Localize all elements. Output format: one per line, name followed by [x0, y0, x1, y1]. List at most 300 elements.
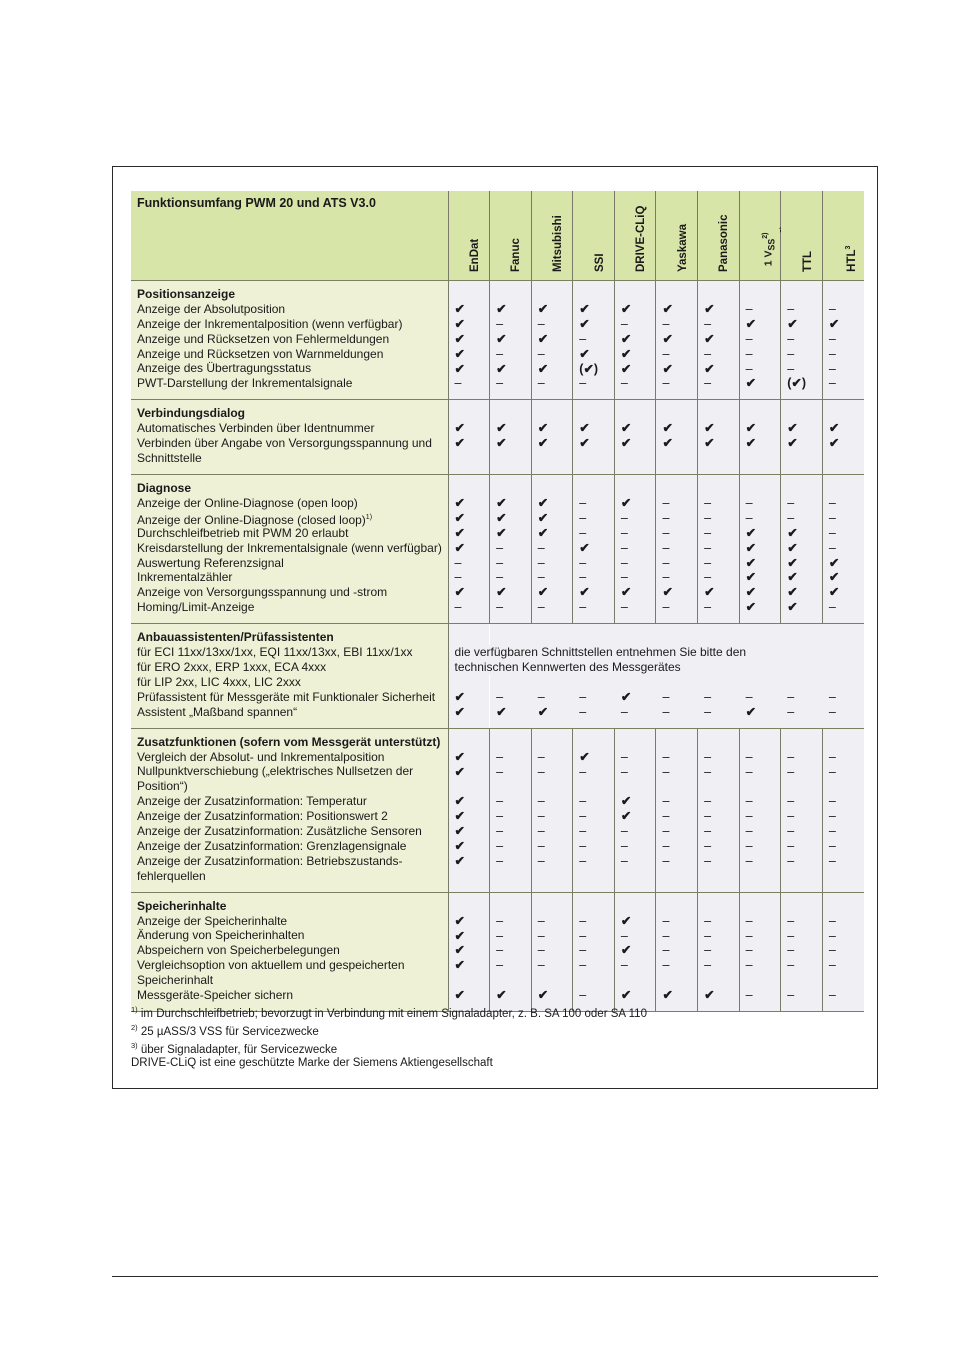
dash-mark: – [828, 331, 836, 346]
row-label: Anzeige der Zusatzinformation: Betriebszustands-fehlerquellen [137, 853, 403, 883]
dash-mark: – [537, 376, 545, 391]
dash-mark: – [828, 988, 836, 1003]
row-label: Vergleichsoption von aktuellem und gespeicherten Speicherinhalt [137, 958, 405, 988]
footer-rule [112, 1276, 878, 1277]
section-title: Zusatzfunktionen (sofern vom Messgerät unterstützt) [137, 734, 441, 749]
value-cell [531, 892, 573, 1011]
value-cell [698, 281, 740, 400]
dash-mark: – [662, 704, 670, 719]
check-mark: ✔ [787, 316, 798, 331]
check-mark: ✔ [704, 436, 715, 451]
dash-mark: – [537, 794, 545, 809]
dash-mark: – [745, 928, 753, 943]
check-mark: ✔ [787, 436, 798, 451]
check-mark: ✔ [828, 570, 840, 585]
dash-mark: – [828, 376, 836, 391]
value-cell [656, 281, 698, 400]
check-mark: ✔ [745, 555, 757, 570]
row-label: Messgeräte-Speicher sichern [137, 988, 294, 1003]
value-cell [614, 281, 656, 400]
dash-mark: – [662, 853, 670, 868]
check-mark: ✔ [620, 689, 632, 704]
dash-mark: – [745, 361, 753, 376]
column-header-ssi: SSI [573, 191, 615, 281]
check-mark: ✔ [496, 510, 507, 525]
dash-mark: – [787, 958, 795, 973]
value-cell [531, 624, 573, 728]
check-mark: ✔ [496, 421, 507, 436]
value-cell [822, 728, 864, 892]
check-mark: ✔ [454, 689, 465, 704]
check-mark: ✔ [828, 436, 840, 451]
dash-mark: – [828, 943, 836, 958]
table-section [131, 892, 864, 1011]
footnote-2: $^{2)}$ 25 µASS/3 VSS für Servicezwecke [131, 1022, 319, 1038]
value-cell [448, 892, 490, 1011]
dash-mark: – [454, 555, 462, 570]
dash-mark: – [787, 749, 795, 764]
dash-mark: – [787, 943, 795, 958]
row-label: Homing/Limit-Anzeige [137, 600, 255, 615]
check-mark: ✔ [454, 824, 465, 839]
check-mark: ✔ [787, 540, 798, 555]
check-mark: ✔ [662, 585, 673, 600]
dash-mark: – [662, 525, 670, 540]
check-mark: ✔ [620, 421, 632, 436]
dash-mark: – [662, 689, 670, 704]
dash-mark: – [496, 809, 504, 824]
value-cell [448, 624, 747, 728]
column-header-htl: HTL$^3$ [822, 191, 864, 281]
check-mark: ✔ [454, 704, 465, 719]
row-label: Anzeige der Online-Diagnose (closed loop)$^{1)}$ [137, 512, 373, 527]
dash-mark: – [496, 376, 504, 391]
dash-mark: – [745, 853, 753, 868]
dash-mark: – [496, 540, 504, 555]
dash-mark: – [704, 749, 712, 764]
dash-mark: – [496, 749, 504, 764]
check-mark: ✔ [704, 988, 715, 1003]
dash-mark: – [787, 496, 795, 511]
check-mark: ✔ [745, 316, 757, 331]
check-mark: ✔ [745, 540, 757, 555]
check-mark: ✔ [454, 809, 465, 824]
value-cell [614, 728, 656, 892]
dash-mark: – [704, 689, 712, 704]
dash-mark: – [537, 689, 545, 704]
check-mark: ✔ [537, 496, 549, 511]
value-cell [698, 624, 740, 728]
check-mark: ✔ [787, 585, 798, 600]
column-header-yaskawa: Yaskawa [656, 191, 698, 281]
function-table [131, 191, 864, 1012]
dash-mark: – [496, 943, 504, 958]
value-cell [573, 728, 615, 892]
dash-mark: – [496, 316, 504, 331]
value-cell [698, 728, 740, 892]
dash-mark: – [620, 749, 628, 764]
value-cell [822, 400, 864, 475]
dash-mark: – [662, 824, 670, 839]
dash-mark: – [537, 346, 545, 361]
dash-mark: – [662, 913, 670, 928]
dash-mark: – [454, 600, 462, 615]
check-mark: ✔ [496, 496, 507, 511]
value-cell [573, 475, 615, 624]
row-label: Anzeige und Rücksetzen von Warnmeldungen [137, 346, 384, 361]
dash-mark: – [579, 958, 587, 973]
row-label: Abspeichern von Speicherbelegungen [137, 943, 340, 958]
dash-mark: – [662, 764, 670, 779]
value-cell [781, 281, 823, 400]
value-cell [614, 475, 656, 624]
dash-mark: – [579, 600, 587, 615]
dash-mark: – [496, 824, 504, 839]
value-cell [656, 400, 698, 475]
dash-mark: – [704, 704, 712, 719]
dash-mark: – [828, 794, 836, 809]
row-label: Verbinden über Angabe von Versorgungsspannung und Schnittstelle [137, 436, 432, 466]
dash-mark: – [496, 764, 504, 779]
dash-mark: – [787, 510, 795, 525]
dash-mark: – [579, 794, 587, 809]
dash-mark: – [828, 824, 836, 839]
dash-mark: – [537, 838, 545, 853]
check-mark: ✔ [454, 988, 465, 1003]
dash-mark: – [704, 510, 712, 525]
check-mark: ✔ [620, 302, 632, 316]
check-mark: ✔ [496, 361, 507, 376]
value-cell [781, 892, 823, 1011]
value-cell [448, 281, 490, 400]
dash-mark: – [704, 600, 712, 615]
dash-mark: – [579, 331, 587, 346]
check-mark: ✔ [537, 585, 549, 600]
dash-mark: – [704, 943, 712, 958]
check-mark: ✔ [496, 525, 507, 540]
dash-mark: – [828, 540, 836, 555]
dash-mark: – [579, 809, 587, 824]
dash-mark: – [745, 302, 753, 316]
check-mark: ✔ [537, 510, 549, 525]
row-label: Vergleich der Absolut- und Inkrementalposition [137, 749, 385, 764]
check-mark: ✔ [454, 794, 465, 809]
dash-mark: – [579, 510, 587, 525]
dash-mark: – [496, 853, 504, 868]
check-mark: ✔ [745, 585, 757, 600]
dash-mark: – [496, 346, 504, 361]
row-label: PWT-Darstellung der Inkrementalsignale [137, 376, 353, 391]
dash-mark: – [787, 346, 795, 361]
check-mark: ✔ [537, 988, 549, 1003]
check-mark: ✔ [579, 421, 590, 436]
dash-mark: – [828, 600, 836, 615]
value-cell [448, 475, 490, 624]
dash-mark: – [579, 824, 587, 839]
dash-mark: – [828, 302, 836, 316]
dash-mark: – [828, 346, 836, 361]
check-mark: ✔ [745, 421, 757, 436]
dash-mark: – [745, 749, 753, 764]
check-mark: ✔ [787, 525, 798, 540]
dash-mark: – [579, 525, 587, 540]
dash-mark: – [704, 838, 712, 853]
dash-mark: – [828, 689, 836, 704]
check-mark: ✔ [454, 331, 465, 346]
section-label-cell [131, 281, 448, 400]
check-mark: ✔ [537, 525, 549, 540]
dash-mark: – [579, 376, 587, 391]
dash-mark: – [620, 555, 628, 570]
check-mark: ✔ [620, 331, 632, 346]
check-mark: ✔ [662, 436, 673, 451]
dash-mark: – [579, 928, 587, 943]
dash-mark: – [704, 809, 712, 824]
column-header-ttl: TTL [781, 191, 823, 281]
dash-mark: – [579, 853, 587, 868]
check-mark: ✔ [704, 302, 715, 316]
dash-mark: – [662, 540, 670, 555]
check-mark: ✔ [454, 928, 465, 943]
dash-mark: – [704, 913, 712, 928]
dash-mark: – [704, 376, 712, 391]
check-mark: ✔ [745, 436, 757, 451]
check-mark: ✔ [620, 361, 632, 376]
check-mark: ✔ [828, 421, 840, 436]
check-mark: ✔ [537, 436, 549, 451]
value-cell [781, 728, 823, 892]
check-mark: ✔ [620, 943, 632, 958]
dash-mark: – [537, 540, 545, 555]
value-cell [490, 624, 532, 728]
value-cell [573, 281, 615, 400]
check-mark: ✔ [579, 346, 590, 361]
check-mark: ✔ [704, 585, 715, 600]
dash-mark: – [537, 316, 545, 331]
dash-mark: – [496, 600, 504, 615]
dash-mark: – [787, 928, 795, 943]
dash-mark: – [620, 570, 628, 585]
section-label-cell [131, 728, 448, 892]
section-title: Positionsanzeige [137, 287, 236, 301]
value-cell [614, 400, 656, 475]
dash-mark: – [579, 913, 587, 928]
section-label-cell [131, 892, 448, 1011]
value-cell [739, 475, 781, 624]
check-mark: ✔ [454, 510, 465, 525]
dash-mark: – [496, 555, 504, 570]
dash-mark: – [662, 794, 670, 809]
dash-mark: – [579, 689, 587, 704]
row-label: Prüfassistent für Messgeräte mit Funktionaler Sicherheit [137, 689, 436, 704]
check-mark: ✔ [745, 570, 757, 585]
dash-mark: – [828, 853, 836, 868]
row-label: Nullpunktverschiebung („elektrisches Nullsetzen der Position“) [137, 764, 414, 794]
section-title: Anbauassistenten/Prüfassistenten [137, 630, 334, 645]
value-cell [739, 624, 781, 728]
check-mark: ✔ [579, 749, 590, 764]
check-mark: ✔ [579, 316, 590, 331]
check-mark: ✔ [745, 704, 757, 719]
dash-mark: – [745, 496, 753, 511]
check-mark: ✔ [496, 585, 507, 600]
check-mark: ✔ [454, 525, 465, 540]
value-cell [490, 728, 532, 892]
check-mark: ✔ [620, 809, 632, 824]
value-cell [656, 892, 698, 1011]
check-mark: ✔ [454, 540, 465, 555]
dash-mark: – [454, 376, 462, 391]
check-mark: ✔ [828, 585, 840, 600]
check-mark: ✔ [828, 316, 840, 331]
dash-mark: – [579, 838, 587, 853]
dash-mark: – [662, 600, 670, 615]
dash-mark: – [704, 824, 712, 839]
value-cell [656, 475, 698, 624]
dash-mark: – [828, 928, 836, 943]
dash-mark: – [704, 316, 712, 331]
check-mark: ✔ [787, 555, 798, 570]
row-label: Anzeige und Rücksetzen von Fehlermeldungen [137, 331, 390, 346]
dash-mark: – [745, 764, 753, 779]
check-mark: ✔ [537, 361, 549, 376]
value-cell [490, 475, 532, 624]
value-cell [531, 281, 573, 400]
dash-mark: – [787, 824, 795, 839]
value-cell [739, 400, 781, 475]
table-title: Funktionsumfang PWM 20 und ATS V3.0 [131, 191, 448, 281]
row-label: Anzeige der Inkrementalposition (wenn verfügbar) [137, 316, 403, 331]
column-header-1vss: 1 $V_{SS}^{2)}$ [739, 191, 781, 281]
check-mark: ✔ [704, 331, 715, 346]
row-label: Automatisches Verbinden über Identnummer [137, 421, 375, 436]
row-label: Kreisdarstellung der Inkrementalsignale (wenn verfügbar) [137, 540, 442, 555]
dash-mark: – [828, 809, 836, 824]
dash-mark: – [745, 943, 753, 958]
dash-mark: – [537, 809, 545, 824]
dash-mark: – [662, 749, 670, 764]
check-mark: ✔ [620, 913, 632, 928]
row-label: Anzeige der Speicherinhalte [137, 913, 288, 928]
dash-mark: – [662, 346, 670, 361]
check-mark: ✔ [454, 913, 465, 928]
check-mark: ✔ [579, 436, 590, 451]
row-label: Anzeige des Übertragungsstatus [137, 361, 312, 376]
check-mark: ✔ [454, 764, 465, 779]
footnote-3: $^{3)}$ über Signaladapter, für Servicezwecke [131, 1040, 338, 1056]
dash-mark: – [537, 570, 545, 585]
dash-mark: – [828, 958, 836, 973]
dash-mark: – [496, 958, 504, 973]
dash-mark: – [828, 749, 836, 764]
dash-mark: – [704, 570, 712, 585]
dash-mark: – [787, 764, 795, 779]
dash-mark: – [454, 570, 462, 585]
check-mark: ✔ [454, 853, 465, 868]
dash-mark: – [496, 928, 504, 943]
row-label: Auswertung Referenzsignal [137, 555, 284, 570]
dash-mark: – [496, 689, 504, 704]
dash-mark: – [745, 988, 753, 1003]
column-header-endat: EnDat [448, 191, 490, 281]
dash-mark: – [745, 838, 753, 853]
dash-mark: – [579, 764, 587, 779]
row-label: Änderung von Speicherinhalten [137, 928, 305, 943]
row-label: für ECI 11xx/13xx/1xx, EQI 11xx/13xx, EBI 11xx/1xx [137, 645, 413, 660]
check-mark: ✔ [537, 302, 549, 316]
dash-mark: – [745, 346, 753, 361]
check-mark: ✔ [454, 838, 465, 853]
check-mark: ✔ [579, 302, 590, 316]
dash-mark: – [537, 928, 545, 943]
check-mark: ✔ [620, 346, 632, 361]
dash-mark: – [787, 302, 795, 316]
dash-mark: – [828, 838, 836, 853]
dash-mark: – [787, 838, 795, 853]
value-cell [822, 475, 864, 624]
dash-mark: – [787, 689, 795, 704]
value-cell [448, 728, 490, 892]
row-label: Anzeige von Versorgungsspannung und -strom [137, 585, 388, 600]
interface-note: die verfügbaren Schnittstellen entnehmen Sie bitte den technischen Kennwerten des Messgerätes [455, 645, 751, 675]
dash-mark: – [662, 570, 670, 585]
check-mark: ✔ [620, 794, 632, 809]
check-mark: ✔ [496, 988, 507, 1003]
check-mark: ✔ [454, 749, 465, 764]
dash-mark: – [704, 525, 712, 540]
value-cell [656, 728, 698, 892]
dash-mark: – [537, 764, 545, 779]
column-header-mitsubishi: Mitsubishi [531, 191, 573, 281]
dash-mark: – [828, 361, 836, 376]
section-title: Diagnose [137, 481, 192, 496]
dash-mark: – [620, 540, 628, 555]
dash-mark: – [828, 913, 836, 928]
dash-mark: – [787, 361, 795, 376]
check-mark: ✔ [620, 988, 632, 1003]
value-cell [781, 400, 823, 475]
dash-mark: – [704, 346, 712, 361]
dash-mark: – [828, 510, 836, 525]
value-cell [656, 624, 698, 728]
check-mark: ✔ [662, 302, 673, 316]
footnotes [131, 1003, 871, 1070]
section-title: Verbindungsdialog [137, 406, 246, 421]
column-header-drive-cliq: DRIVE-CLiQ [614, 191, 656, 281]
row-label: für LIP 2xx, LIC 4xxx, LIC 2xxx [137, 674, 301, 689]
table-section [131, 400, 864, 475]
dash-mark: – [662, 376, 670, 391]
dash-mark: – [620, 928, 628, 943]
dash-mark: – [620, 510, 628, 525]
check-mark: ✔ [828, 555, 840, 570]
check-mark: ✔ [537, 421, 549, 436]
table-section [131, 728, 864, 892]
dash-mark: – [537, 958, 545, 973]
row-label: Assistent „Maßband spannen“ [137, 704, 298, 719]
row-label: für ERO 2xxx, ERP 1xxx, ECA 4xxx [137, 659, 327, 674]
dash-mark: – [704, 853, 712, 868]
check-mark: ✔ [745, 376, 757, 391]
section-label-cell [131, 624, 448, 728]
dash-mark: – [745, 958, 753, 973]
column-header-fanuc: Fanuc [490, 191, 532, 281]
check-mark: ✔ [454, 436, 465, 451]
value-cell [739, 281, 781, 400]
check-mark: ✔ [662, 421, 673, 436]
check-mark: ✔ [787, 570, 798, 585]
dash-mark: – [496, 913, 504, 928]
